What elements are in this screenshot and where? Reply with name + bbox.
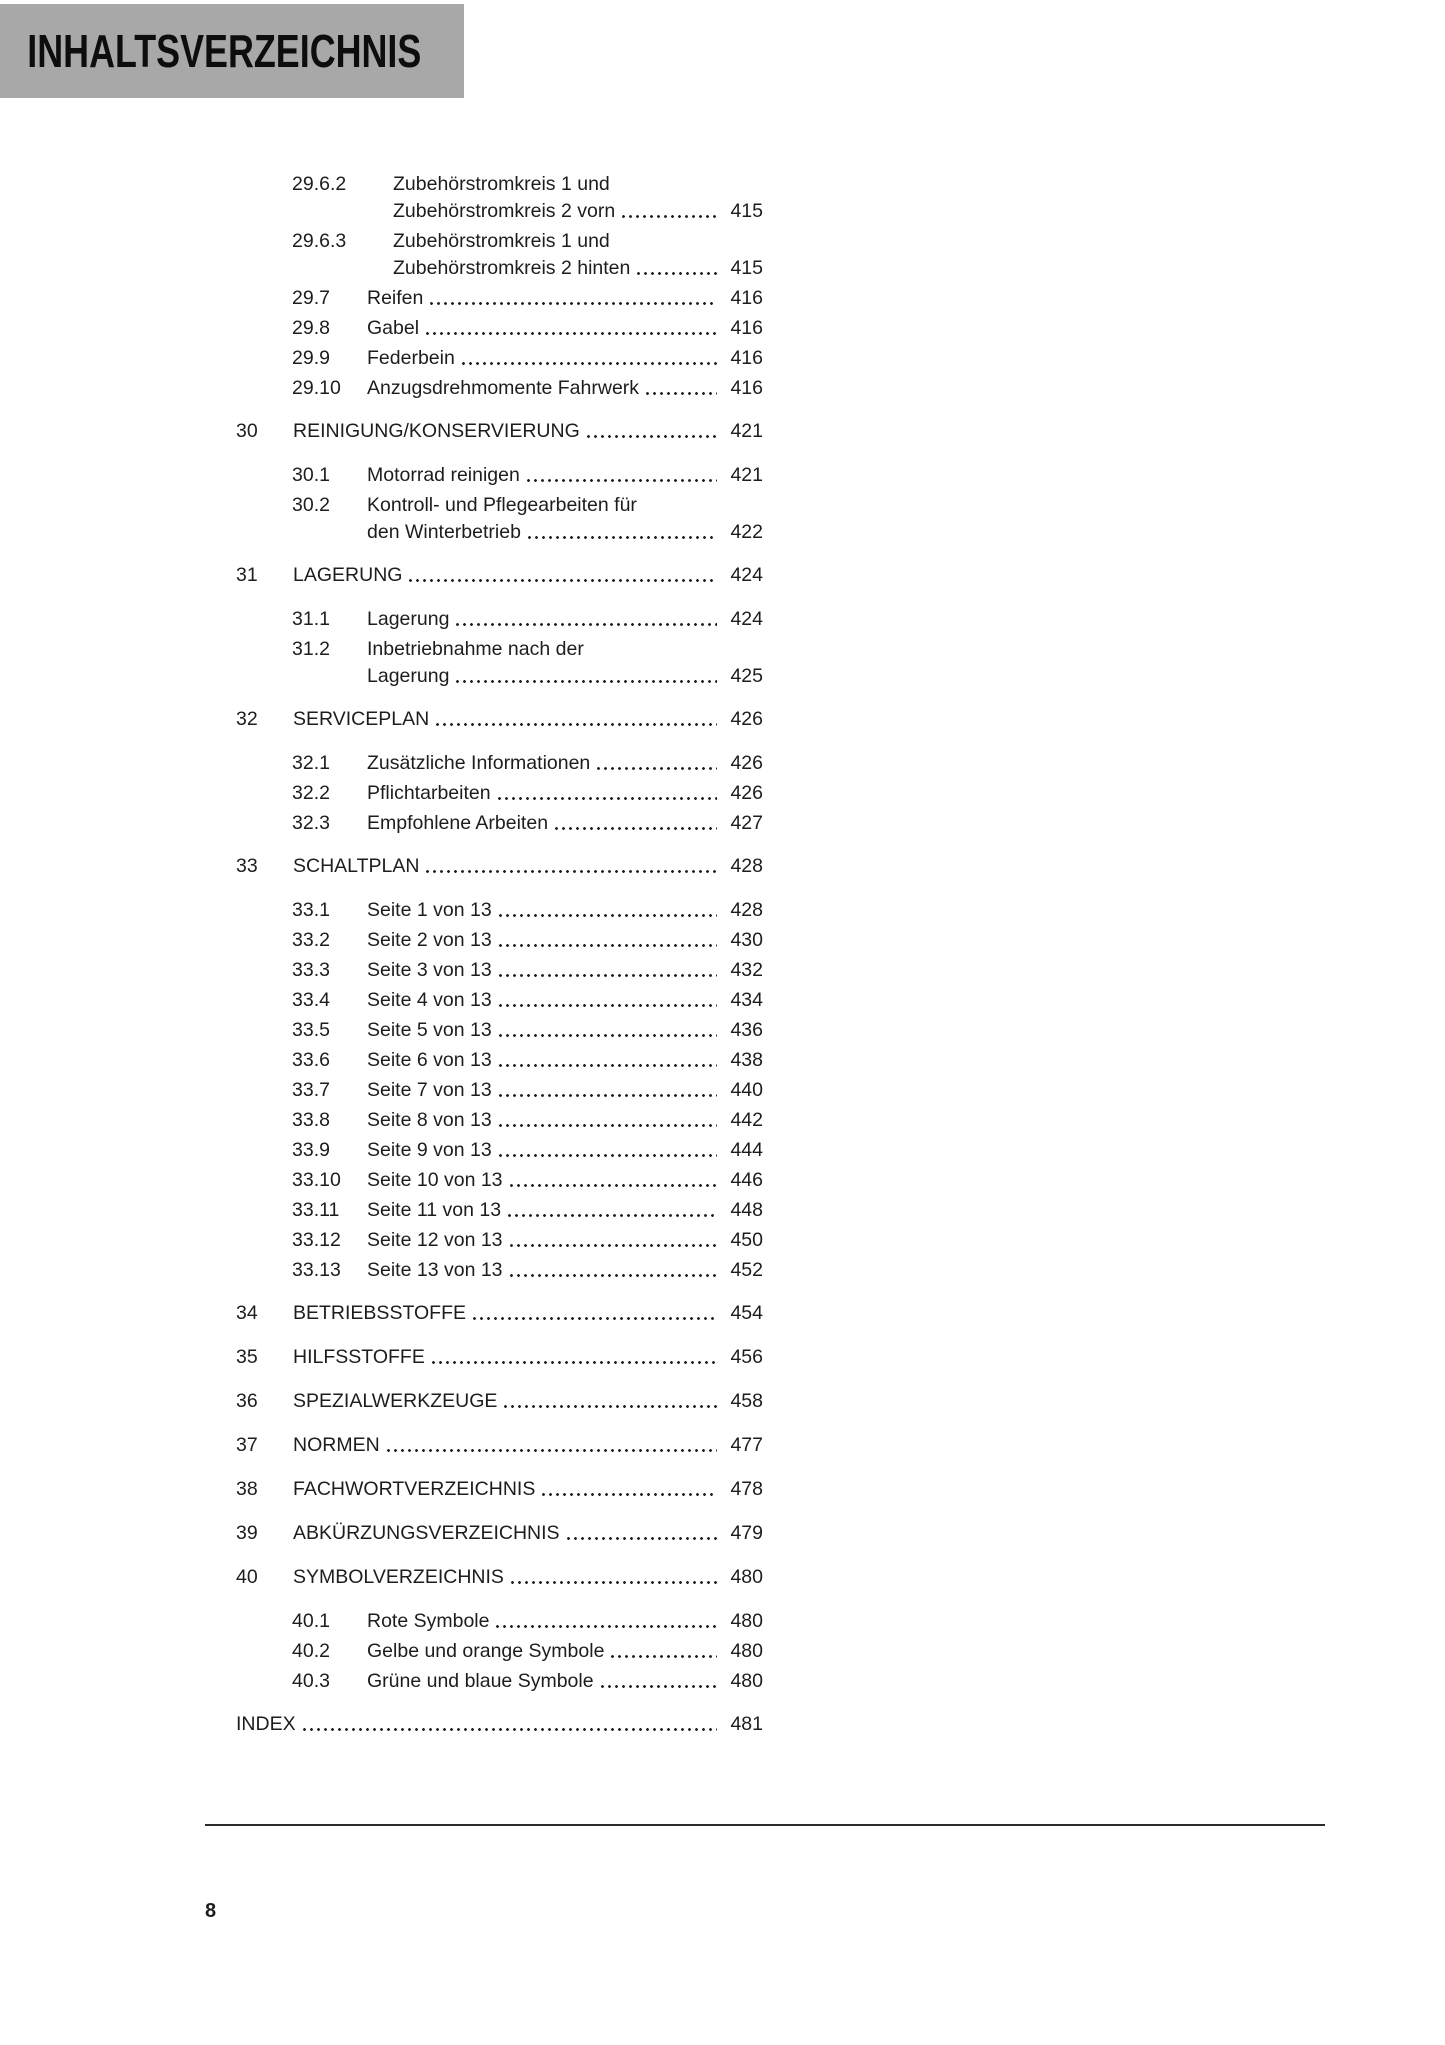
toc-entry-number: 31.1 [292,608,330,630]
toc-entry-number: 33.12 [292,1229,341,1251]
toc-entry-page: 480 [730,1610,763,1632]
toc-entry-number: 34 [236,1302,258,1324]
toc-entry-page: 421 [730,420,763,442]
toc-entry-title: Grüne und blaue Symbole [367,1670,594,1692]
toc-entry-title: Gabel [367,317,420,339]
toc-entry-content [367,897,763,924]
toc-entry-content [367,1137,763,1164]
toc-entry-page: 426 [730,782,763,804]
toc-entry-page: 416 [730,347,763,369]
toc-entry-title: Pflichtarbeiten [367,782,491,804]
page-title: INHALTSVERZEICHNIS [27,25,422,77]
toc-entry-content [367,1167,763,1194]
toc-entry-page: 446 [730,1169,763,1191]
toc-entry-title: Gelbe und orange Symbole [367,1640,605,1662]
toc-entry-page: 477 [730,1434,763,1456]
toc-entry-title: Seite 4 von 13 [367,989,492,1011]
toc-entry-page: 481 [730,1713,763,1735]
dot-leader [595,767,717,770]
toc-entry-page: 427 [730,812,763,834]
toc-entry-title: Zubehörstromkreis 2 hinten [393,257,631,279]
dot-leader [635,272,717,275]
page-number: 8 [205,1900,217,1922]
toc-entry-page: 450 [730,1229,763,1251]
toc-entry[interactable] [236,1197,763,1224]
toc-entry[interactable] [236,228,763,282]
toc-entry-number: 33.1 [292,899,330,921]
toc-entry[interactable] [236,1344,763,1371]
table-of-contents [236,171,763,1741]
toc-entry-number: 29.9 [292,347,330,369]
toc-entry[interactable] [236,315,763,342]
toc-entry-title: Federbein [367,347,455,369]
toc-entry-content [367,285,763,312]
toc-entry-title: Lagerung [367,665,450,687]
toc-entry-title: SERVICEPLAN [293,708,430,730]
toc-entry[interactable] [236,1432,763,1459]
toc-entry-page: 416 [730,377,763,399]
toc-entry-content [367,987,763,1014]
toc-entry-title: Seite 2 von 13 [367,929,492,951]
toc-entry-number: 40 [236,1566,258,1588]
dot-leader [454,680,717,683]
toc-entry[interactable] [236,780,763,807]
toc-entry-content [367,606,763,633]
toc-entry-title: ABKÜRZUNGSVERZEICHNIS [293,1522,560,1544]
toc-entry-number: 30 [236,420,258,442]
toc-entry-number: 39 [236,1522,258,1544]
toc-entry-title: Zusätzliche Informationen [367,752,591,774]
toc-entry-title: Inbetriebnahme nach der [367,638,584,660]
toc-entry[interactable] [236,1137,763,1164]
toc-entry-page: 422 [730,521,763,543]
toc-entry-number: 33.2 [292,929,330,951]
toc-entry-page: 448 [730,1199,763,1221]
toc-entry[interactable] [236,345,763,372]
toc-entry-number: 29.6.3 [292,230,347,252]
toc-entry-content [367,315,763,342]
dot-leader [407,579,717,582]
toc-entry-title: Seite 6 von 13 [367,1049,492,1071]
toc-entry-content [236,1711,763,1738]
toc-entry-number: 40.3 [292,1670,330,1692]
toc-entry-number: 36 [236,1390,258,1412]
toc-entry-title: Motorrad reinigen [367,464,520,486]
toc-entry-page: 442 [730,1109,763,1131]
toc-entry-title: FACHWORTVERZEICHNIS [293,1478,536,1500]
toc-entry[interactable] [236,1388,763,1415]
toc-entry[interactable] [236,927,763,954]
toc-entry-page: 416 [730,317,763,339]
toc-entry-content [367,780,763,807]
toc-entry-content [367,810,763,837]
toc-entry-number: 32 [236,708,258,730]
dot-leader [430,1361,717,1364]
dot-leader [496,797,717,800]
toc-entry-title: Seite 9 von 13 [367,1139,492,1161]
toc-entry-page: 438 [730,1049,763,1071]
toc-entry-number: 32.2 [292,782,330,804]
toc-entry-title: Seite 3 von 13 [367,959,492,981]
toc-entry-number: 31 [236,564,258,586]
dot-leader [471,1317,717,1320]
toc-entry-content [293,1300,763,1327]
toc-entry-page: 424 [730,564,763,586]
toc-entry[interactable] [236,1107,763,1134]
toc-entry-content [293,1344,763,1371]
dot-leader [497,974,717,977]
dot-leader [385,1449,717,1452]
toc-entry[interactable] [236,285,763,312]
dot-leader [434,723,717,726]
dot-leader [585,435,717,438]
toc-entry[interactable] [236,1608,763,1635]
toc-entry[interactable] [236,810,763,837]
dot-leader [526,536,717,539]
toc-entry[interactable] [236,606,763,633]
toc-entry-content [293,853,763,880]
toc-entry-number: 31.2 [292,638,330,660]
toc-entry-page: 415 [730,257,763,279]
toc-entry-content [367,1107,763,1134]
toc-entry[interactable] [236,418,763,445]
dot-leader [506,1214,717,1217]
toc-entry-number: 29.10 [292,377,341,399]
toc-entry-number: 29.7 [292,287,330,309]
dot-leader [497,1094,717,1097]
toc-entry-number: 30.2 [292,494,330,516]
toc-entry-title: Seite 8 von 13 [367,1109,492,1131]
toc-entry-page: 428 [730,899,763,921]
toc-entry[interactable] [236,897,763,924]
toc-entry-content [367,345,763,372]
toc-entry-page: 456 [730,1346,763,1368]
toc-entry-title: Kontroll- und Pflegearbeiten für [367,494,637,516]
toc-entry-title: Seite 1 von 13 [367,899,492,921]
toc-entry-page: 480 [730,1640,763,1662]
toc-entry-number: 30.1 [292,464,330,486]
toc-entry[interactable] [236,562,763,589]
toc-entry-content [367,1077,763,1104]
toc-entry-title: NORMEN [293,1434,380,1456]
toc-entry-content [367,1017,763,1044]
toc-entry-content [367,957,763,984]
toc-entry-content [293,1432,763,1459]
dot-leader [497,944,717,947]
toc-entry-title: Empfohlene Arbeiten [367,812,549,834]
toc-entry-number: 33.4 [292,989,330,1011]
toc-entry-page: 426 [730,708,763,730]
toc-entry-title: Seite 12 von 13 [367,1229,503,1251]
toc-entry-page: 426 [730,752,763,774]
toc-entry-page: 416 [730,287,763,309]
toc-entry[interactable] [236,1017,763,1044]
footer-divider [205,1824,1325,1826]
toc-entry-content [367,927,763,954]
toc-entry[interactable] [236,636,763,690]
toc-entry[interactable] [236,1257,763,1284]
toc-entry-title: BETRIEBSSTOFFE [293,1302,467,1324]
dot-leader [428,302,717,305]
toc-entry-number: 33.9 [292,1139,330,1161]
toc-entry[interactable] [236,750,763,777]
dot-leader [620,215,717,218]
toc-entry-content [367,1608,763,1635]
toc-entry-content [367,1257,763,1284]
dot-leader [508,1274,717,1277]
toc-entry-content [293,1476,763,1503]
toc-entry[interactable] [236,1476,763,1503]
toc-entry-title: SPEZIALWERKZEUGE [293,1390,498,1412]
toc-entry-page: 421 [730,464,763,486]
toc-entry[interactable] [236,462,763,489]
toc-entry-title: Seite 11 von 13 [367,1199,502,1221]
dot-leader [644,392,717,395]
toc-entry-number: 32.3 [292,812,330,834]
toc-entry-title: Seite 7 von 13 [367,1079,492,1101]
toc-entry-title: Reifen [367,287,424,309]
dot-leader [509,1581,717,1584]
dot-leader [497,914,717,917]
toc-entry[interactable] [236,1711,763,1738]
toc-entry[interactable] [236,1638,763,1665]
toc-entry-title: SYMBOLVERZEICHNIS [293,1566,504,1588]
toc-entry-title: INDEX [236,1713,296,1735]
toc-entry[interactable] [236,1300,763,1327]
toc-entry-title: Seite 5 von 13 [367,1019,492,1041]
dot-leader [497,1124,717,1127]
toc-entry-title: Seite 10 von 13 [367,1169,503,1191]
dot-leader [301,1728,717,1731]
toc-entry-number: 38 [236,1478,258,1500]
toc-entry-page: 424 [730,608,763,630]
toc-entry-page: 428 [730,855,763,877]
dot-leader [540,1493,717,1496]
toc-entry-page: 430 [730,929,763,951]
dot-leader [553,827,717,830]
toc-entry[interactable] [236,492,763,546]
dot-leader [424,870,717,873]
toc-entry-page: 432 [730,959,763,981]
dot-leader [424,332,717,335]
toc-entry[interactable] [236,706,763,733]
toc-entry-number: 37 [236,1434,258,1456]
toc-entry[interactable] [236,987,763,1014]
dot-leader [454,623,717,626]
dot-leader [508,1244,717,1247]
dot-leader [525,479,717,482]
toc-entry[interactable] [236,1227,763,1254]
toc-entry-content [367,1638,763,1665]
toc-entry-content [367,1668,763,1695]
toc-entry-number: 33.8 [292,1109,330,1131]
toc-entry-page: 436 [730,1019,763,1041]
toc-entry-title: HILFSSTOFFE [293,1346,425,1368]
toc-entry-content [367,750,763,777]
dot-leader [497,1034,717,1037]
toc-entry-content [293,1520,763,1547]
toc-entry-number: 32.1 [292,752,330,774]
toc-entry-number: 29.8 [292,317,330,339]
toc-entry-content [367,636,763,690]
toc-entry-number: 29.6.2 [292,173,347,195]
dot-leader [502,1405,717,1408]
dot-leader [565,1537,717,1540]
toc-entry-number: 33.6 [292,1049,330,1071]
dot-leader [494,1625,717,1628]
toc-entry[interactable] [236,1077,763,1104]
toc-entry-page: 478 [730,1478,763,1500]
dot-leader [497,1064,717,1067]
toc-entry[interactable] [236,1668,763,1695]
toc-entry-title: Zubehörstromkreis 2 vorn [393,200,616,222]
toc-entry-title: Rote Symbole [367,1610,490,1632]
toc-entry-content [367,1197,763,1224]
toc-entry-page: 480 [730,1670,763,1692]
toc-entry-content [293,706,763,733]
toc-entry-content [367,1227,763,1254]
toc-entry-page: 452 [730,1259,763,1281]
toc-entry-title: Anzugsdrehmomente Fahrwerk [367,377,640,399]
toc-entry-content [293,562,763,589]
toc-entry-number: 33.13 [292,1259,341,1281]
toc-entry-title: SCHALTPLAN [293,855,420,877]
toc-entry-number: 33.3 [292,959,330,981]
toc-entry-title: Zubehörstromkreis 1 und [393,230,610,252]
toc-entry[interactable] [236,171,763,225]
toc-entry-page: 415 [730,200,763,222]
toc-entry-content [393,228,763,282]
toc-entry[interactable] [236,1047,763,1074]
toc-entry-title: Zubehörstromkreis 1 und [393,173,610,195]
page-header [0,4,464,98]
toc-entry-number: 33.7 [292,1079,330,1101]
toc-entry-number: 33.11 [292,1199,340,1221]
dot-leader [508,1184,717,1187]
toc-entry[interactable] [236,1520,763,1547]
toc-entry-page: 434 [730,989,763,1011]
dot-leader [609,1655,717,1658]
toc-entry-title: REINIGUNG/KONSERVIERUNG [293,420,580,442]
toc-entry[interactable] [236,1564,763,1591]
dot-leader [460,362,717,365]
toc-entry-title: LAGERUNG [293,564,403,586]
toc-entry-content [393,171,763,225]
toc-entry-page: 458 [730,1390,763,1412]
toc-entry[interactable] [236,1167,763,1194]
toc-entry-page: 425 [730,665,763,687]
toc-entry-content [367,375,763,402]
toc-entry[interactable] [236,375,763,402]
toc-entry-page: 479 [730,1522,763,1544]
toc-entry-page: 454 [730,1302,763,1324]
toc-entry-title: Lagerung [367,608,450,630]
toc-entry-number: 35 [236,1346,258,1368]
toc-entry[interactable] [236,957,763,984]
toc-entry-page: 480 [730,1566,763,1588]
toc-entry-content [367,462,763,489]
toc-entry[interactable] [236,853,763,880]
toc-entry-content [293,418,763,445]
toc-entry-number: 33.10 [292,1169,341,1191]
toc-entry-content [293,1388,763,1415]
toc-entry-number: 33 [236,855,258,877]
toc-entry-page: 444 [730,1139,763,1161]
toc-entry-number: 40.2 [292,1640,330,1662]
toc-entry-number: 33.5 [292,1019,330,1041]
dot-leader [497,1004,717,1007]
dot-leader [497,1154,717,1157]
toc-entry-title: Seite 13 von 13 [367,1259,503,1281]
toc-entry-content [367,492,763,546]
toc-entry-title: den Winterbetrieb [367,521,521,543]
dot-leader [599,1685,717,1688]
toc-entry-content [367,1047,763,1074]
toc-entry-content [293,1564,763,1591]
toc-entry-number: 40.1 [292,1610,330,1632]
toc-entry-page: 440 [730,1079,763,1101]
